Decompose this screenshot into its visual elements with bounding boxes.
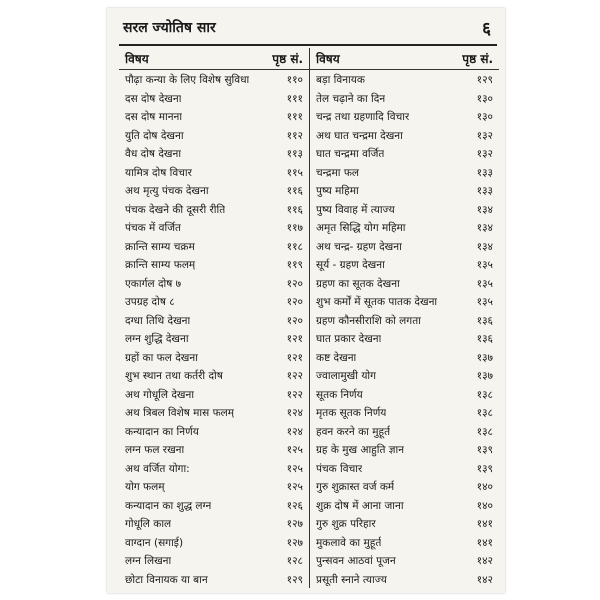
entry-title: अमृत सिद्धि योग महिमा <box>316 222 406 235</box>
entry-page: १४१ <box>476 518 493 531</box>
running-title: सरल ज्योतिष सार <box>123 20 216 36</box>
entry-page: १३८ <box>476 425 493 438</box>
entry-page: १३० <box>476 111 493 124</box>
entry-title: गुरु शुक्र परिहार <box>316 518 376 531</box>
toc-entry <box>119 552 309 571</box>
entry-title: सूर्य - ग्रहण देखना <box>316 259 385 272</box>
entry-page: १३४ <box>476 222 493 235</box>
entry-page: १२१ <box>286 333 303 346</box>
toc-entry <box>119 423 309 442</box>
toc-entry <box>310 349 499 368</box>
right-column-header <box>310 48 499 70</box>
entry-page: १३५ <box>476 296 493 309</box>
entry-page: १२७ <box>286 536 303 549</box>
entry-title: कन्यादान का निर्णय <box>125 425 199 438</box>
entry-title: पंचक विचार <box>316 462 363 475</box>
entry-title: वाग्दान (सगाई) <box>125 536 184 549</box>
toc-entry <box>119 404 309 423</box>
entry-title: छोटा विनायक या बान <box>125 573 208 586</box>
toc-entry <box>119 238 309 257</box>
entry-title: ग्रहण कौनसीराशि को लगता <box>316 314 421 327</box>
right-rows <box>310 70 499 589</box>
entry-page: १२६ <box>286 499 303 512</box>
entry-title: उपग्रह दोष ८ <box>125 296 175 309</box>
entry-page: १२२ <box>286 370 303 383</box>
toc-entry <box>119 164 309 183</box>
entry-title: अथ चन्द्र- ग्रहण देखना <box>316 240 402 253</box>
toc-entry <box>310 219 499 238</box>
toc-entry <box>310 460 499 479</box>
entry-title: एकार्गल दोष ७ <box>125 277 182 290</box>
entry-page: १४० <box>476 481 493 494</box>
toc-entry <box>310 367 499 386</box>
toc-entry <box>119 127 309 146</box>
entry-title: चन्द्रमा फल <box>316 166 360 179</box>
toc-entry <box>310 145 499 164</box>
subject-heading: विषय <box>125 52 149 66</box>
entry-page: १३७ <box>476 370 493 383</box>
toc-entry <box>310 497 499 516</box>
toc-entry <box>119 108 309 127</box>
toc-entry <box>310 71 499 90</box>
entry-title: कष्ट देखना <box>316 351 357 364</box>
entry-title: लग्न लिखना <box>125 555 172 568</box>
entry-page: १३३ <box>476 166 493 179</box>
toc-entry <box>119 386 309 405</box>
entry-page: १३५ <box>476 277 493 290</box>
toc-entry <box>119 330 309 349</box>
entry-title: पुष्य महिमा <box>316 185 359 198</box>
toc-entry <box>310 423 499 442</box>
entry-title: पंचक देखने की दूसरी रीति <box>125 203 226 216</box>
entry-page: १३९ <box>476 444 493 457</box>
toc-entry <box>119 571 309 590</box>
left-column <box>119 48 310 588</box>
entry-title: दस दोष देखना <box>125 92 182 105</box>
book-page <box>107 8 505 593</box>
entry-title: मृतक सूतक निर्णय <box>316 407 387 420</box>
entry-title: पुष्य विवाह में त्याज्य <box>316 203 395 216</box>
toc-entry <box>119 460 309 479</box>
entry-page: ११२ <box>286 129 303 142</box>
entry-page: १२५ <box>286 462 303 475</box>
entry-page: ११६ <box>286 203 303 216</box>
entry-page: १२५ <box>286 481 303 494</box>
entry-title: घात प्रकार देखना <box>316 333 382 346</box>
toc-entry <box>310 552 499 571</box>
entry-title: अथ त्रिबल विशेष मास फलम् <box>125 407 235 420</box>
entry-title: हवन करने का मुहूर्त <box>316 425 391 438</box>
page-number: ६ <box>482 19 491 39</box>
entry-title: लग्न फल रखना <box>125 444 185 457</box>
entry-title: ग्रहण का सूतक देखना <box>316 277 400 290</box>
toc-entry <box>119 478 309 497</box>
toc-entry <box>119 497 309 516</box>
subject-heading: विषय <box>316 52 340 66</box>
entry-title: कन्यादान का शुद्ध लग्न <box>125 499 212 512</box>
entry-page: १३६ <box>476 333 493 346</box>
toc-entry <box>310 386 499 405</box>
entry-title: मुकलावे का मुहूर्त <box>316 536 382 549</box>
entry-page: १२९ <box>476 74 493 87</box>
entry-title: अथ मृत्यु पंचक देखना <box>125 185 209 198</box>
toc-entry <box>310 293 499 312</box>
toc-entry <box>310 404 499 423</box>
entry-title: शुक्र दोष में आना जाना <box>316 499 404 512</box>
toc-entry <box>310 90 499 109</box>
entry-page: १३८ <box>476 388 493 401</box>
toc-entry <box>119 441 309 460</box>
entry-title: अथ गोधूलि देखना <box>125 388 195 401</box>
entry-page: १३० <box>476 92 493 105</box>
entry-page: १११ <box>286 92 303 105</box>
entry-page: १४२ <box>476 573 493 586</box>
entry-title: सूतक निर्णय <box>316 388 363 401</box>
entry-page: १३६ <box>476 314 493 327</box>
entry-page: १३२ <box>476 148 493 161</box>
entry-title: दस दोष मानना <box>125 111 183 124</box>
toc-entry <box>119 349 309 368</box>
toc-entry <box>310 127 499 146</box>
toc-entry <box>310 312 499 331</box>
right-column <box>310 48 499 588</box>
toc-entry <box>119 534 309 553</box>
entry-page: १३३ <box>476 185 493 198</box>
left-rows <box>119 70 309 589</box>
entry-title: ग्रह के मुख आहुति ज्ञान <box>316 444 405 457</box>
entry-title: अथ घात चन्द्रमा देखना <box>316 129 403 142</box>
entry-page: १२४ <box>286 425 303 438</box>
toc-entry <box>310 515 499 534</box>
toc-entry <box>119 145 309 164</box>
entry-page: १२२ <box>286 388 303 401</box>
entry-page: १२० <box>286 314 303 327</box>
entry-page: १२० <box>286 296 303 309</box>
entry-title: गुरु शुक्रास्त वर्ज कर्म <box>316 481 395 494</box>
toc-entry <box>119 312 309 331</box>
entry-page: १४२ <box>476 555 493 568</box>
entry-title: अथ वर्जित योगा: <box>125 462 190 475</box>
entry-title: पंचक में वर्जित <box>125 222 181 235</box>
entry-page: १३२ <box>476 129 493 142</box>
entry-page: १३४ <box>476 203 493 216</box>
entry-page: ११७ <box>286 222 303 235</box>
entry-page: १११ <box>286 111 303 124</box>
entry-page: ११३ <box>286 148 303 161</box>
entry-title: युति दोष देखना <box>125 129 184 142</box>
page-heading: पृष्ठ सं. <box>272 52 303 66</box>
entry-page: १३८ <box>476 407 493 420</box>
entry-title: ग्रहों का फल देखना <box>125 351 198 364</box>
toc-entry <box>310 238 499 257</box>
toc-entry <box>119 219 309 238</box>
entry-title: लग्न शुद्धि देखना <box>125 333 189 346</box>
entry-title: ज्वालामुखी योग <box>316 370 377 383</box>
entry-title: चन्द्र तथा ग्रहणादि विचार <box>316 111 410 124</box>
toc-entry <box>310 275 499 294</box>
toc-entry <box>310 478 499 497</box>
entry-page: १२८ <box>286 555 303 568</box>
header-rule <box>119 44 497 46</box>
entry-title: वैध दोष देखना <box>125 148 182 161</box>
toc-entry <box>310 108 499 127</box>
toc-entry <box>119 90 309 109</box>
toc-entry <box>119 293 309 312</box>
entry-title: शुभ कर्मों में सूतक पातक देखना <box>316 296 438 309</box>
entry-page: १३४ <box>476 240 493 253</box>
entry-page: १३५ <box>476 259 493 272</box>
entry-page: ११६ <box>286 185 303 198</box>
entry-title: घात चन्द्रमा वर्जित <box>316 148 385 161</box>
entry-page: ११८ <box>286 240 303 253</box>
entry-page: १४० <box>476 499 493 512</box>
entry-title: पौढ़ा कन्या के लिए विशेष सुविधा <box>125 74 250 87</box>
entry-title: शुभ स्थान तथा कर्तरी दोष <box>125 370 223 383</box>
entry-title: प्रसूती स्नाने त्याज्य <box>316 573 387 586</box>
toc-entry <box>310 256 499 275</box>
toc-entry <box>310 534 499 553</box>
entry-page: १२४ <box>286 407 303 420</box>
entry-title: दग्धा तिथि देखना <box>125 314 191 327</box>
toc-entry <box>119 515 309 534</box>
toc-entry <box>310 164 499 183</box>
entry-page: ११० <box>286 74 303 87</box>
entry-page: १२१ <box>286 351 303 364</box>
entry-title: क्रान्ति साम्य चक्रम <box>125 240 195 253</box>
entry-title: बड़ा विनायक <box>316 74 365 87</box>
entry-title: क्रान्ति साम्य फलम् <box>125 259 196 272</box>
entry-title: यामित्र दोष विचार <box>125 166 192 179</box>
entry-page: १२९ <box>286 573 303 586</box>
toc-entry <box>119 275 309 294</box>
toc-entry <box>119 182 309 201</box>
entry-page: १४१ <box>476 536 493 549</box>
entry-page: १२५ <box>286 444 303 457</box>
toc-entry <box>310 571 499 590</box>
toc-entry <box>119 367 309 386</box>
entry-page: १३७ <box>476 351 493 364</box>
toc-entry <box>310 182 499 201</box>
entry-page: १३९ <box>476 462 493 475</box>
toc-entry <box>310 330 499 349</box>
toc-entry <box>310 201 499 220</box>
toc-entry <box>310 441 499 460</box>
entry-title: गोधूलि काल <box>125 518 172 531</box>
entry-title: योग फलम् <box>125 481 165 494</box>
left-column-header <box>119 48 309 70</box>
toc-entry <box>119 256 309 275</box>
toc-entry <box>119 201 309 220</box>
entry-title: तेल चढ़ाने का दिन <box>316 92 386 105</box>
page-heading: पृष्ठ सं. <box>462 52 493 66</box>
entry-page: १२० <box>286 277 303 290</box>
entry-page: ११९ <box>286 259 303 272</box>
toc-entry <box>119 71 309 90</box>
entry-page: ११५ <box>286 166 303 179</box>
entry-page: १२७ <box>286 518 303 531</box>
entry-title: पुन्सवन आठवां पूजन <box>316 555 396 568</box>
